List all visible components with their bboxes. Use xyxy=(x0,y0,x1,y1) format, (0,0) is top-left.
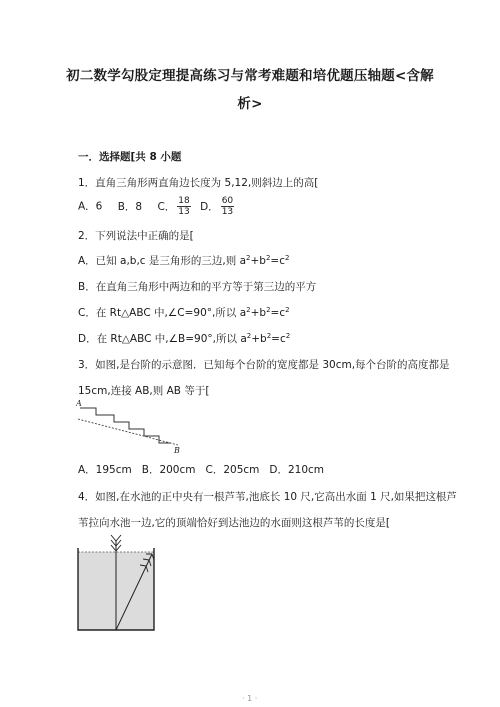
question-2-option-b: B．在直角三角形中两边和的平方等于第三边的平方 xyxy=(78,281,317,293)
question-3-options: A．195cm B．200cm C．205cm D．210cm xyxy=(78,464,325,476)
q1-option-b: B．8 xyxy=(117,200,143,213)
question-2-option-a: A．已知 a,b,c 是三角形的三边,则 $a^2+b^2=c^2$ xyxy=(78,254,290,267)
question-2-option-d: D．在 Rt△ABC 中,∠B=90°,所以 $a^2+b^2=c^2$ xyxy=(78,332,291,345)
section-heading: 一．选择题[共 8 小题 xyxy=(78,151,182,163)
page-number: · 1 · xyxy=(242,694,258,703)
question-4-stem-continued: 苇拉向水池一边,它的顶端恰好到达池边的水面则这根芦苇的长度是[ xyxy=(78,517,390,529)
question-4-stem: 4．如图,在水池的正中央有一根芦苇,池底长 10 尺,它高出水面 1 尺,如果把这根芦 xyxy=(78,491,457,503)
document-title: 初二数学勾股定理提高练习与常考难题和培优题压轴题<含解 xyxy=(66,68,434,84)
document-title-continued: 析> xyxy=(237,96,263,112)
question-3-stem-continued: 15cm,连接 AB,则 AB 等于[ xyxy=(78,385,210,397)
q1-option-c-label: C． xyxy=(157,200,176,213)
q1-option-a: A．6 xyxy=(78,200,103,213)
question-2-option-c: C．在 Rt△ABC 中,∠C=90°,所以 $a^2+b^2=c^2$ xyxy=(78,306,290,319)
question-2-stem: 2．下列说法中正确的是[ xyxy=(78,230,194,242)
question-1-options xyxy=(78,196,236,217)
q1-option-d-fraction: $\frac{60}{13}$ xyxy=(221,196,234,217)
reed-pond-figure xyxy=(76,532,158,634)
staircase-figure xyxy=(76,398,186,456)
segment-ab xyxy=(78,419,178,445)
q1-option-c-fraction: $\frac{18}{13}$ xyxy=(178,196,190,217)
point-a-label: A xyxy=(76,399,82,408)
question-3-stem: 3．如图,是台阶的示意图．已知每个台阶的宽度都是 30cm,每个台阶的高度都是 xyxy=(78,359,450,371)
point-b-label: B xyxy=(174,446,180,455)
q1-option-d-label: D． xyxy=(200,200,219,213)
question-1-stem: 1．直角三角形两直角边长度为 5,12,则斜边上的高[ xyxy=(78,177,319,189)
